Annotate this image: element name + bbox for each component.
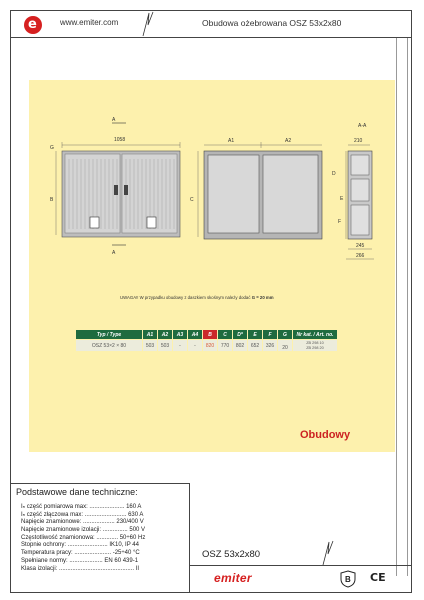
list-item: Spełniane normy: .................... EN 60 439-1 bbox=[21, 557, 139, 564]
th-a1: A1 bbox=[143, 330, 158, 340]
list-item: Klasa izolacji: ............................................. II bbox=[21, 565, 140, 572]
zigzag-divider-icon bbox=[140, 11, 154, 37]
side-label-d: D bbox=[332, 171, 336, 177]
cell-d: 802 bbox=[233, 340, 248, 352]
footer-divider bbox=[190, 565, 412, 566]
section-mark-top: A bbox=[112, 117, 116, 123]
cell-f: 326 bbox=[263, 340, 278, 352]
front-height-label: B bbox=[50, 197, 54, 203]
sidebar-strip bbox=[396, 38, 408, 576]
cell-type: OSZ 53×2 × 80 bbox=[76, 340, 143, 352]
cell-e: 652 bbox=[248, 340, 263, 352]
tech-title: Podstawowe dane techniczne: bbox=[16, 487, 138, 497]
th-d: D* bbox=[233, 330, 248, 340]
warning-note-text: UWAGA!! W przypadku obudowy z daszkiem skośnym należy dodać bbox=[120, 295, 251, 300]
warning-note bbox=[120, 295, 274, 300]
cert-letter: B bbox=[345, 575, 351, 584]
th-a4: A4 bbox=[188, 330, 203, 340]
emiter-logo-icon: e bbox=[24, 16, 42, 34]
certificate-shield-icon bbox=[340, 570, 356, 588]
cell-a2: 503 bbox=[158, 340, 173, 352]
th-art-no: Nr kat. / Art. no. bbox=[293, 330, 338, 340]
emiter-logo: emiter bbox=[214, 571, 252, 585]
cell-g: 20 bbox=[278, 340, 293, 352]
inner-dim-a2: A2 bbox=[285, 138, 292, 144]
front-view bbox=[50, 117, 180, 256]
inner-dim-c: C bbox=[190, 197, 194, 203]
cell-c: 770 bbox=[218, 340, 233, 352]
cell-a4: - bbox=[188, 340, 203, 352]
th-a3: A3 bbox=[173, 330, 188, 340]
list-item: Stopnie ochrony: ........................ IK10, IP 44 bbox=[21, 542, 139, 549]
side-bottom1-label: 245 bbox=[356, 243, 365, 249]
category-label: Obudowy bbox=[300, 429, 351, 441]
th-f: F bbox=[263, 330, 278, 340]
warning-note-bold: G = 20 mm bbox=[251, 295, 274, 300]
side-label-f: F bbox=[338, 219, 342, 225]
website-link[interactable]: www.emiter.com bbox=[60, 18, 119, 27]
th-g: G bbox=[278, 330, 293, 340]
section-mark-bottom: A bbox=[112, 250, 116, 256]
th-e: E bbox=[248, 330, 263, 340]
ce-mark: CE bbox=[370, 571, 386, 584]
th-c: C bbox=[218, 330, 233, 340]
tech-data-box bbox=[10, 483, 190, 593]
inner-dim-a1: A1 bbox=[228, 138, 235, 144]
table-row bbox=[76, 340, 338, 352]
zigzag-divider-icon bbox=[320, 540, 334, 566]
side-label-e: E bbox=[340, 196, 344, 202]
list-item: Napięcie znamionowe izolacji: ............... 500 V bbox=[21, 527, 146, 534]
side-bottom2-label: 266 bbox=[356, 253, 365, 259]
th-type: Typ / Type bbox=[76, 330, 143, 340]
list-item: Temperatura pracy: ...................... -25÷40 °C bbox=[21, 550, 140, 557]
inner-view bbox=[190, 138, 322, 239]
tech-list bbox=[21, 504, 145, 573]
list-item: Iₙ część pomiarowa max: ..................... 160 A bbox=[21, 504, 142, 510]
front-side-label: G bbox=[50, 145, 54, 151]
th-a2: A2 bbox=[158, 330, 173, 340]
cell-b: 820 bbox=[203, 340, 218, 352]
side-top-label: 210 bbox=[354, 138, 363, 144]
th-b: B bbox=[203, 330, 218, 340]
spec-table bbox=[76, 330, 338, 351]
cell-art-no: ZB 298 10 ZB 298 20 bbox=[293, 340, 338, 352]
list-item: Iₙ część złączowa max: ......................... 630 A bbox=[21, 511, 144, 518]
side-view bbox=[332, 123, 374, 259]
document-title: Obudowa ożebrowana OSZ 53x2x80 bbox=[202, 18, 342, 28]
list-item: Częstotliwość znamionowa: ............. 50÷60 Hz bbox=[21, 534, 146, 541]
cell-a3: - bbox=[173, 340, 188, 352]
header-divider bbox=[10, 37, 412, 38]
product-name: OSZ 53x2x80 bbox=[202, 549, 261, 560]
list-item: Napięcie znamionowe: ................... 230/400 V bbox=[21, 519, 144, 526]
cell-a1: 503 bbox=[143, 340, 158, 352]
front-width-label: 1058 bbox=[114, 137, 126, 143]
spec-header-row bbox=[76, 330, 338, 340]
technical-drawing bbox=[40, 115, 390, 265]
side-section-label: A-A bbox=[358, 123, 367, 129]
